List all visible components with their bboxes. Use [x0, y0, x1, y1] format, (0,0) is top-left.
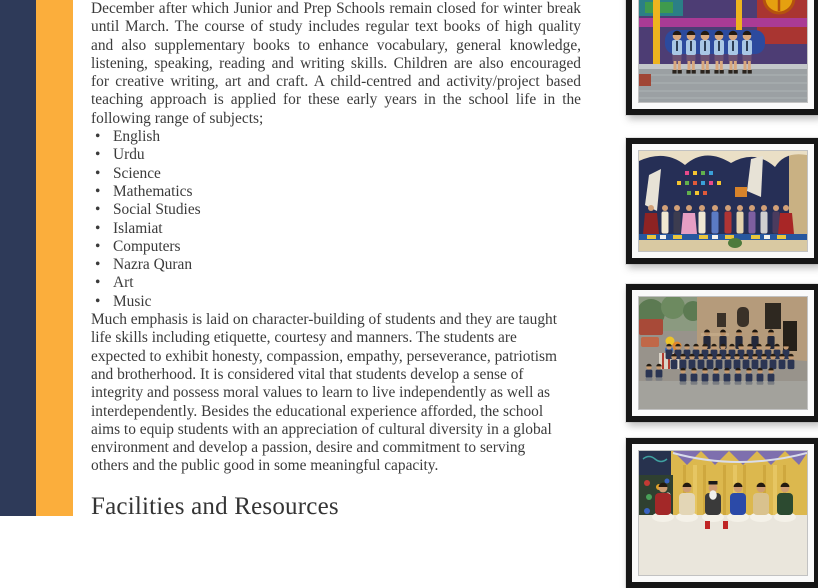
- paragraph-line: December after which Junior and Prep Schools remain closed for winter break: [91, 0, 581, 17]
- subject-label: Science: [113, 164, 161, 182]
- paragraph-line: others and the public good in some meaningful capacity.: [91, 457, 439, 475]
- bullet-icon: •: [95, 237, 101, 255]
- framed-photo-stage-show: [626, 138, 818, 264]
- paragraph-line: for creative writing, art and craft. A child-centred and activity/project based: [91, 73, 581, 91]
- bullet-icon: •: [95, 292, 101, 310]
- bullet-icon: •: [95, 274, 101, 292]
- subject-label: Islamiat: [113, 219, 163, 237]
- bullet-icon: •: [95, 182, 101, 200]
- photo-traditional-illustration: [639, 451, 807, 575]
- subject-item: [91, 238, 581, 256]
- paragraph-line: expected to exhibit honesty, compassion, empathy, perseverance, patriotism: [91, 347, 557, 365]
- subject-item: [91, 128, 581, 146]
- subject-label: Social Studies: [113, 201, 201, 219]
- subject-label: Mathematics: [113, 182, 193, 200]
- paragraph-line: listening, speaking, reading and writing skills. Children are also encouraged: [91, 54, 581, 72]
- bullet-icon: •: [95, 128, 101, 146]
- paragraph-line: until March. The course of study includes regular text books of high quality: [91, 18, 581, 36]
- paragraph-line: teaching approach is applied for these early years in the school life in the: [91, 91, 581, 109]
- subject-label: Music: [113, 292, 152, 310]
- framed-photo-group: [626, 284, 818, 422]
- paragraph-line: following range of subjects;: [91, 109, 264, 127]
- values-paragraph: [91, 311, 581, 476]
- paragraph-line: Much emphasis is laid on character-building of students and they are taught: [91, 311, 557, 329]
- paragraph-line: and also supplementary books to enhance vocabulary, general knowledge,: [91, 36, 581, 54]
- intro-paragraph: [91, 0, 581, 128]
- paragraph-line: aims to equip students with an appreciation of cultural diversity in a global: [91, 420, 552, 438]
- paragraph-line: environment and develop a passion, desire and commitment to serving: [91, 439, 526, 457]
- subjects-list: [91, 128, 581, 311]
- text-column: [91, 0, 581, 520]
- bullet-icon: •: [95, 201, 101, 219]
- subject-item: [91, 220, 581, 238]
- left-orange-bar: [36, 0, 73, 516]
- subject-item: [91, 165, 581, 183]
- subject-label: Art: [113, 274, 134, 292]
- paragraph-line: and brotherhood. It is considered vital that students develop a sense of: [91, 365, 524, 383]
- subject-label: Nazra Quran: [113, 256, 193, 274]
- paragraph-line: integrity and possess moral values to learn to live independently as well as: [91, 384, 551, 402]
- subject-label: English: [113, 128, 161, 146]
- bullet-icon: •: [95, 219, 101, 237]
- bullet-icon: •: [95, 146, 101, 164]
- photo-stage-illustration: [639, 151, 807, 251]
- section-heading: Facilities and Resources: [91, 492, 339, 520]
- subject-item: [91, 293, 581, 311]
- bullet-icon: •: [95, 256, 101, 274]
- subject-item: [91, 183, 581, 201]
- paragraph-line: life skills including etiquette, courtesy and manners. The students are: [91, 329, 517, 347]
- subject-label: Urdu: [113, 146, 145, 164]
- subject-item: [91, 256, 581, 274]
- subject-item: [91, 274, 581, 292]
- paragraph-line: interdependently. Besides the educational experience afforded, the school: [91, 402, 544, 420]
- subject-label: Computers: [113, 237, 181, 255]
- left-navy-bar: [0, 0, 36, 516]
- subject-item: [91, 201, 581, 219]
- bullet-icon: •: [95, 164, 101, 182]
- subject-item: [91, 146, 581, 164]
- photo-group-illustration: [639, 297, 807, 409]
- framed-photo-traditional: [626, 438, 818, 588]
- photo-ride-illustration: [639, 0, 807, 102]
- framed-photo-ride: [626, 0, 818, 115]
